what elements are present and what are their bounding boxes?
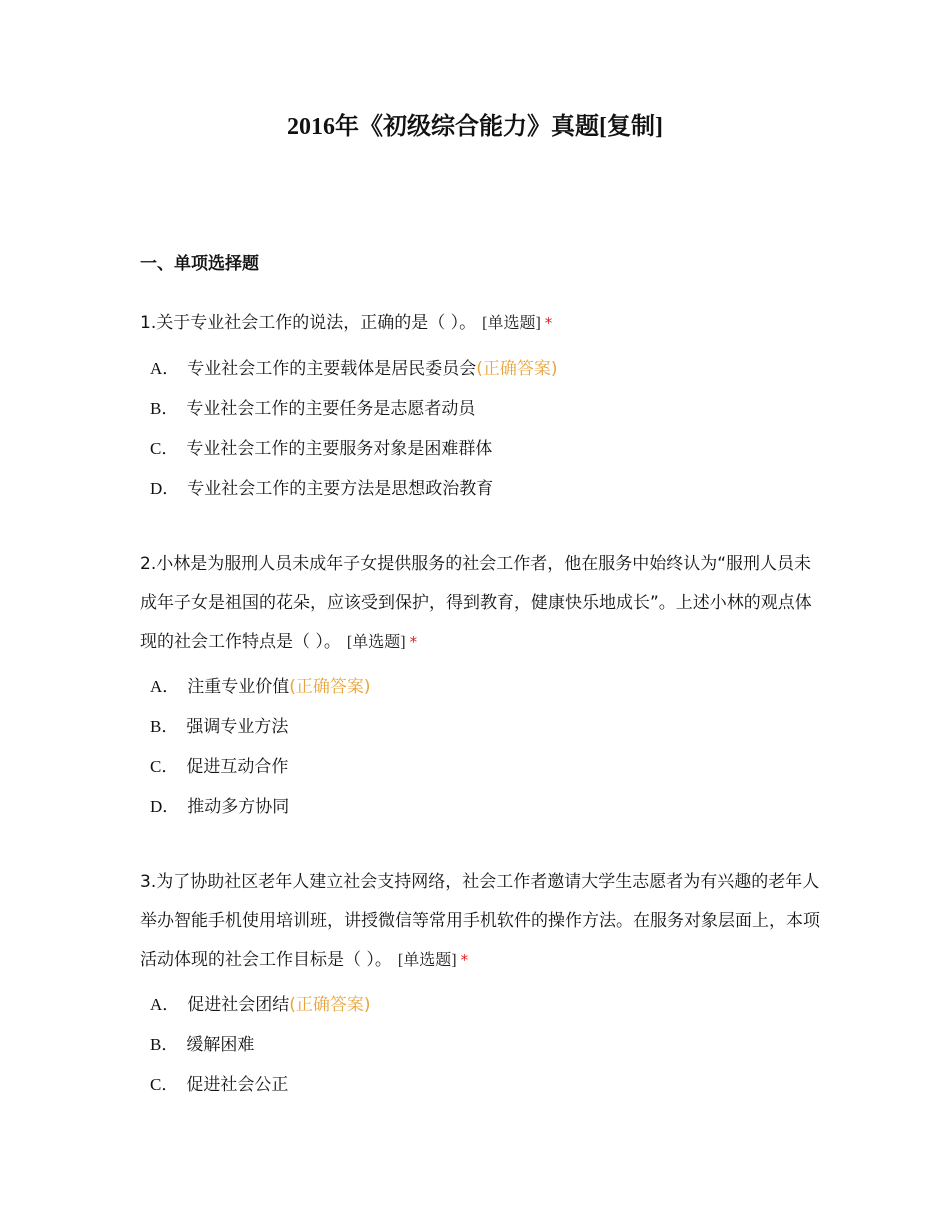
option-letter: D．	[150, 797, 180, 816]
option-letter: C．	[150, 1075, 179, 1094]
option-c[interactable]	[140, 1065, 820, 1105]
required-marker: *	[409, 633, 418, 651]
required-marker: *	[544, 314, 553, 332]
option-letter: C．	[150, 757, 179, 776]
question-3	[140, 863, 820, 1105]
option-text: 促进社会团结	[187, 995, 290, 1015]
question-stem	[140, 863, 820, 980]
option-text: 缓解困难	[186, 1035, 255, 1055]
option-letter: A．	[150, 359, 180, 378]
option-text: 注重专业价值	[187, 677, 290, 697]
option-b[interactable]	[140, 1025, 820, 1065]
option-c[interactable]	[140, 429, 820, 469]
option-d[interactable]	[140, 469, 820, 509]
option-list	[140, 667, 820, 827]
option-text: 强调专业方法	[186, 717, 289, 737]
required-marker: *	[460, 951, 469, 969]
option-letter: C．	[150, 439, 179, 458]
question-text: 3.为了协助社区老年人建立社会支持网络，社会工作者邀请大学生志愿者为有兴趣的老年人举办智能手机使用培训班，讲授微信等常用手机软件的操作方法。在服务对象层面上，本项活动体现的社会工作目标是（ ）。	[140, 872, 820, 970]
question-type-tag: [单选题]	[397, 952, 457, 969]
question-stem	[140, 304, 820, 343]
option-letter: D．	[150, 479, 180, 498]
option-text: 促进互动合作	[186, 757, 289, 777]
option-text: 专业社会工作的主要任务是志愿者动员	[186, 399, 476, 419]
correct-answer-label: (正确答案)	[289, 677, 371, 697]
question-stem	[140, 545, 820, 662]
option-text: 专业社会工作的主要方法是思想政治教育	[187, 479, 494, 499]
option-letter: B．	[150, 399, 179, 418]
option-a[interactable]	[140, 667, 820, 707]
correct-answer-label: (正确答案)	[289, 995, 371, 1015]
option-text: 专业社会工作的主要服务对象是困难群体	[186, 439, 493, 459]
option-list	[140, 985, 820, 1105]
section-heading: 一、单项选择题	[140, 254, 259, 274]
question-2	[140, 545, 820, 827]
option-letter: A．	[150, 677, 180, 696]
option-text: 促进社会公正	[186, 1075, 289, 1095]
option-letter: A．	[150, 995, 180, 1014]
question-text: 2.小林是为服刑人员未成年子女提供服务的社会工作者，他在服务中始终认为“服刑人员未成年子女是祖国的花朵，应该受到保护，得到教育，健康快乐地成长”。上述小林的观点体现的社会工作特点是（ ）。	[140, 554, 812, 652]
question-text: 1.关于专业社会工作的说法，正确的是（ ）。	[140, 313, 477, 333]
question-type-tag: [单选题]	[346, 634, 406, 651]
option-list	[140, 349, 820, 509]
option-text: 推动多方协同	[187, 797, 290, 817]
option-d[interactable]	[140, 787, 820, 827]
option-text: 专业社会工作的主要载体是居民委员会	[187, 359, 477, 379]
correct-answer-label: (正确答案)	[476, 359, 558, 379]
option-a[interactable]	[140, 985, 820, 1025]
option-letter: B．	[150, 717, 179, 736]
option-b[interactable]	[140, 389, 820, 429]
option-b[interactable]	[140, 707, 820, 747]
option-letter: B．	[150, 1035, 179, 1054]
question-type-tag: [单选题]	[482, 315, 541, 332]
page-title: 2016年《初级综合能力》真题[复制]	[287, 114, 663, 140]
option-a[interactable]	[140, 349, 820, 389]
option-c[interactable]	[140, 747, 820, 787]
question-1	[140, 304, 820, 509]
